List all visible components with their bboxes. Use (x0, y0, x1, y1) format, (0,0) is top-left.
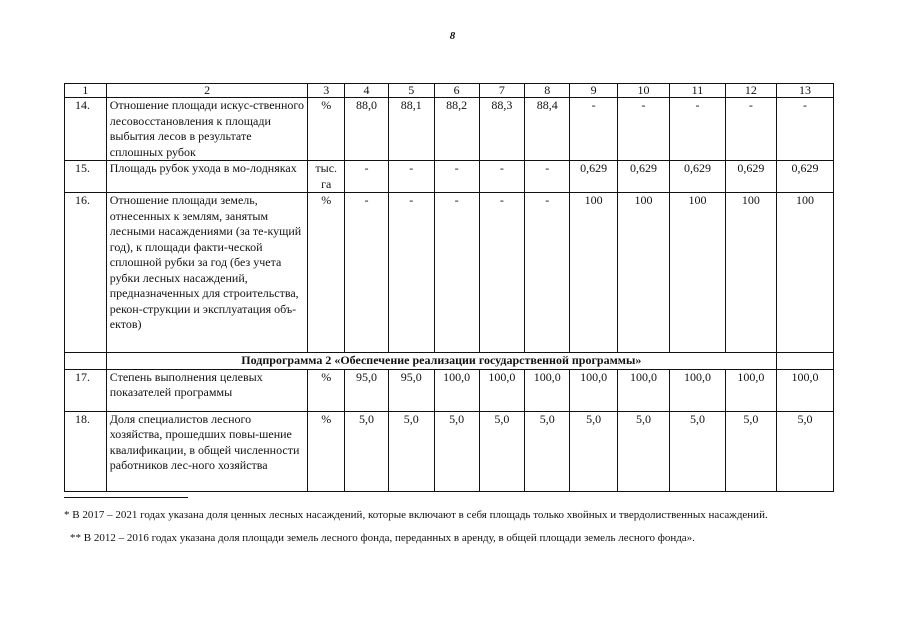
row-number: 18. (65, 411, 107, 491)
header-cell: 12 (725, 84, 776, 98)
footnote-1: * В 2017 – 2021 годах указана доля ценных лесных насаждений, которые включают в себя площадь только хвойных и твердолиственных насаждений. (64, 509, 768, 521)
value-cell: - (618, 98, 670, 161)
value-cell: 100 (776, 193, 833, 353)
value-cell: 5,0 (669, 411, 725, 491)
header-cell: 8 (525, 84, 570, 98)
page-number: 8 (449, 30, 456, 42)
header-cell: 2 (106, 84, 308, 98)
header-row (65, 84, 834, 98)
value-cell: 0,629 (618, 161, 670, 193)
value-cell: 100 (725, 193, 776, 353)
value-cell: 5,0 (345, 411, 389, 491)
indicator-name: Отношение площади земель, отнесенных к землям, занятым лесными насаждениями (за те-кущий год), к площади факти-ческой сплошной рубки за год (без учета рубки лесных насаждений, предназначенных для строительства, рекон-струкции и эксплуатация объ-ектов) (106, 193, 308, 353)
section-title: Подпрограмма 2 «Обеспечение реализации государственной программы» (106, 353, 776, 370)
value-cell: - (479, 193, 525, 353)
section-empty-cell (776, 353, 833, 370)
header-cell: 5 (388, 84, 434, 98)
value-cell: 100,0 (525, 369, 570, 411)
row-number: 14. (65, 98, 107, 161)
section-row (65, 353, 834, 370)
value-cell: 0,629 (776, 161, 833, 193)
header-cell: 6 (434, 84, 479, 98)
value-cell: - (479, 161, 525, 193)
indicator-name: Площадь рубок ухода в мо-лодняках (106, 161, 308, 193)
unit-cell: тыс. га (308, 161, 345, 193)
table-row (65, 98, 834, 161)
footnote-2: ** В 2012 – 2016 годах указана доля площади земель лесного фонда, переданных в аренду, в общей площади земель лесного фонда». (70, 532, 695, 544)
unit-cell: % (308, 369, 345, 411)
value-cell: 100,0 (776, 369, 833, 411)
value-cell: 5,0 (479, 411, 525, 491)
value-cell: 100,0 (434, 369, 479, 411)
table-row (65, 369, 834, 411)
footnotes (64, 497, 836, 546)
header-cell: 9 (570, 84, 618, 98)
unit-cell: % (308, 411, 345, 491)
value-cell: 100 (570, 193, 618, 353)
value-cell: - (345, 193, 389, 353)
value-cell: - (525, 161, 570, 193)
value-cell: 100,0 (479, 369, 525, 411)
value-cell: - (525, 193, 570, 353)
value-cell: 100,0 (618, 369, 670, 411)
value-cell: 88,1 (388, 98, 434, 161)
row-number: 15. (65, 161, 107, 193)
value-cell: 5,0 (434, 411, 479, 491)
value-cell: 100 (669, 193, 725, 353)
indicator-name: Доля специалистов лесного хозяйства, прошедших повы-шение квалификации, в общей численности работников лес-ного хозяйства (106, 411, 308, 491)
value-cell: - (669, 98, 725, 161)
indicators-table (64, 83, 834, 492)
value-cell: 5,0 (388, 411, 434, 491)
value-cell: 5,0 (570, 411, 618, 491)
header-cell: 7 (479, 84, 525, 98)
value-cell: 0,629 (725, 161, 776, 193)
value-cell: 5,0 (725, 411, 776, 491)
value-cell: - (345, 161, 389, 193)
row-number: 16. (65, 193, 107, 353)
header-cell: 11 (669, 84, 725, 98)
row-number: 17. (65, 369, 107, 411)
header-cell: 4 (345, 84, 389, 98)
value-cell: - (725, 98, 776, 161)
indicator-name: Степень выполнения целевых показателей программы (106, 369, 308, 411)
value-cell: 0,629 (669, 161, 725, 193)
unit-cell: % (308, 98, 345, 161)
value-cell: - (776, 98, 833, 161)
value-cell: 88,3 (479, 98, 525, 161)
value-cell: 100,0 (725, 369, 776, 411)
header-cell: 1 (65, 84, 107, 98)
value-cell: 5,0 (525, 411, 570, 491)
value-cell: - (570, 98, 618, 161)
value-cell: 88,4 (525, 98, 570, 161)
value-cell: 95,0 (345, 369, 389, 411)
value-cell: 88,0 (345, 98, 389, 161)
value-cell: - (388, 193, 434, 353)
value-cell: 100 (618, 193, 670, 353)
header-cell: 13 (776, 84, 833, 98)
value-cell: - (434, 193, 479, 353)
value-cell: 5,0 (776, 411, 833, 491)
table-row (65, 193, 834, 353)
value-cell: 88,2 (434, 98, 479, 161)
value-cell: - (434, 161, 479, 193)
value-cell: 0,629 (570, 161, 618, 193)
header-cell: 10 (618, 84, 670, 98)
section-empty-cell (65, 353, 107, 370)
value-cell: 100,0 (570, 369, 618, 411)
value-cell: - (388, 161, 434, 193)
unit-cell: % (308, 193, 345, 353)
table-row (65, 161, 834, 193)
indicator-name: Отношение площади искус-ственного лесовосстановления к площади выбытия лесов в результате сплошных рубок (106, 98, 308, 161)
table-row (65, 411, 834, 491)
header-cell: 3 (308, 84, 345, 98)
footnote-divider (64, 497, 188, 498)
value-cell: 95,0 (388, 369, 434, 411)
value-cell: 100,0 (669, 369, 725, 411)
value-cell: 5,0 (618, 411, 670, 491)
